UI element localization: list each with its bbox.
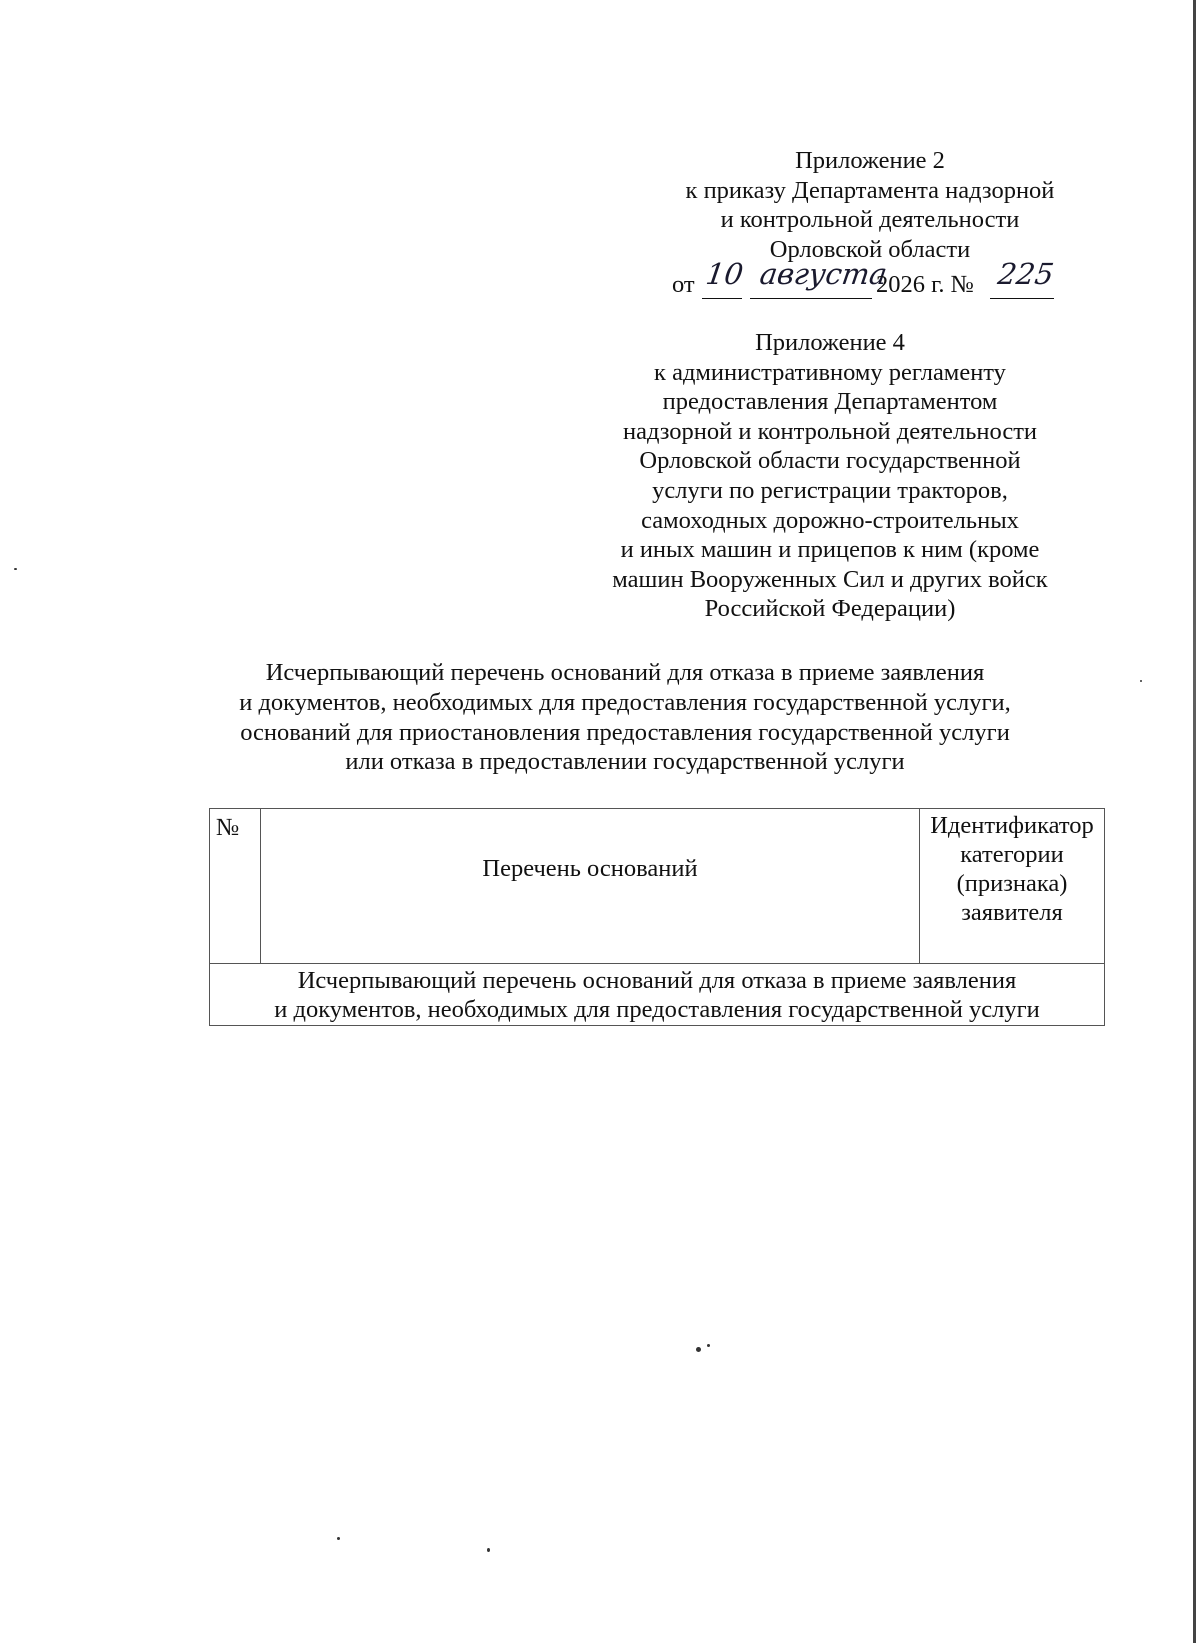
header-identifier xyxy=(920,809,1105,964)
heading-line: или отказа в предоставлении государственной услуги xyxy=(345,748,905,776)
table-header-row xyxy=(210,809,1105,964)
month-underline xyxy=(750,290,872,299)
scan-speck xyxy=(696,1347,701,1352)
handwritten-month: августа xyxy=(757,257,890,292)
appendix-4-line: самоходных дорожно-строительных xyxy=(641,506,1019,534)
date-prefix: от xyxy=(672,271,695,299)
scan-speck xyxy=(1140,680,1142,682)
appendix-4-block xyxy=(560,328,1100,624)
appendix-4-line: машин Вооруженных Сил и других войск xyxy=(612,565,1048,593)
appendix-2-line: Приложение 2 xyxy=(795,147,945,174)
appendix-2-block xyxy=(650,146,1090,300)
heading-line: и документов, необходимых для предоставления государственной услуги, xyxy=(239,688,1011,716)
header-identifier-line: категории xyxy=(960,841,1064,868)
appendix-4-line: услуги по регистрации тракторов, xyxy=(652,476,1008,504)
heading-line: оснований для приостановления предоставления государственной услуги xyxy=(240,718,1010,746)
appendix-4-line: Приложение 4 xyxy=(755,329,905,356)
appendix-2-line: Орловской области xyxy=(769,235,971,263)
document-heading xyxy=(180,658,1070,777)
header-identifier-line: заявителя xyxy=(961,899,1063,926)
header-identifier-line: (признака) xyxy=(956,870,1068,897)
order-date-line xyxy=(650,257,1090,300)
scan-speck xyxy=(487,1548,490,1552)
handwritten-day: 10 xyxy=(703,257,746,292)
header-grounds-list xyxy=(261,809,920,964)
header-number: № xyxy=(210,809,261,964)
day-underline xyxy=(702,290,742,299)
appendix-4-line: и иных машин и прицепов к ним (кроме xyxy=(620,536,1040,564)
table-section-row xyxy=(210,964,1105,1026)
section-title-cell xyxy=(210,964,1105,1026)
date-year: 2026 г. № xyxy=(876,271,975,299)
grounds-table xyxy=(209,808,1105,1026)
header-identifier-line: Идентификатор xyxy=(930,812,1094,839)
scan-speck xyxy=(707,1344,710,1347)
appendix-4-line: надзорной и контрольной деятельности xyxy=(622,417,1038,445)
scan-edge xyxy=(1193,0,1196,1643)
appendix-2-line: к приказу Департамента надзорной xyxy=(685,176,1055,204)
appendix-2-line: и контрольной деятельности xyxy=(720,206,1020,234)
number-underline xyxy=(990,290,1054,299)
scan-speck xyxy=(337,1537,340,1540)
appendix-4-line: предоставления Департаментом xyxy=(662,388,998,416)
appendix-4-line: к административному регламенту xyxy=(654,358,1006,386)
heading-line: Исчерпывающий перечень оснований для отказа в приеме заявления xyxy=(265,659,985,686)
section-title-line: Исчерпывающий перечень оснований для отказа в приеме заявления xyxy=(297,967,1017,994)
appendix-4-line: Российской Федерации) xyxy=(704,595,956,623)
section-title-line: и документов, необходимых для предоставления государственной услуги xyxy=(274,996,1040,1023)
header-grounds-list-label: Перечень оснований xyxy=(482,854,698,882)
scan-speck xyxy=(14,568,17,570)
appendix-4-line: Орловской области государственной xyxy=(639,447,1021,475)
handwritten-number: 225 xyxy=(995,257,1056,292)
